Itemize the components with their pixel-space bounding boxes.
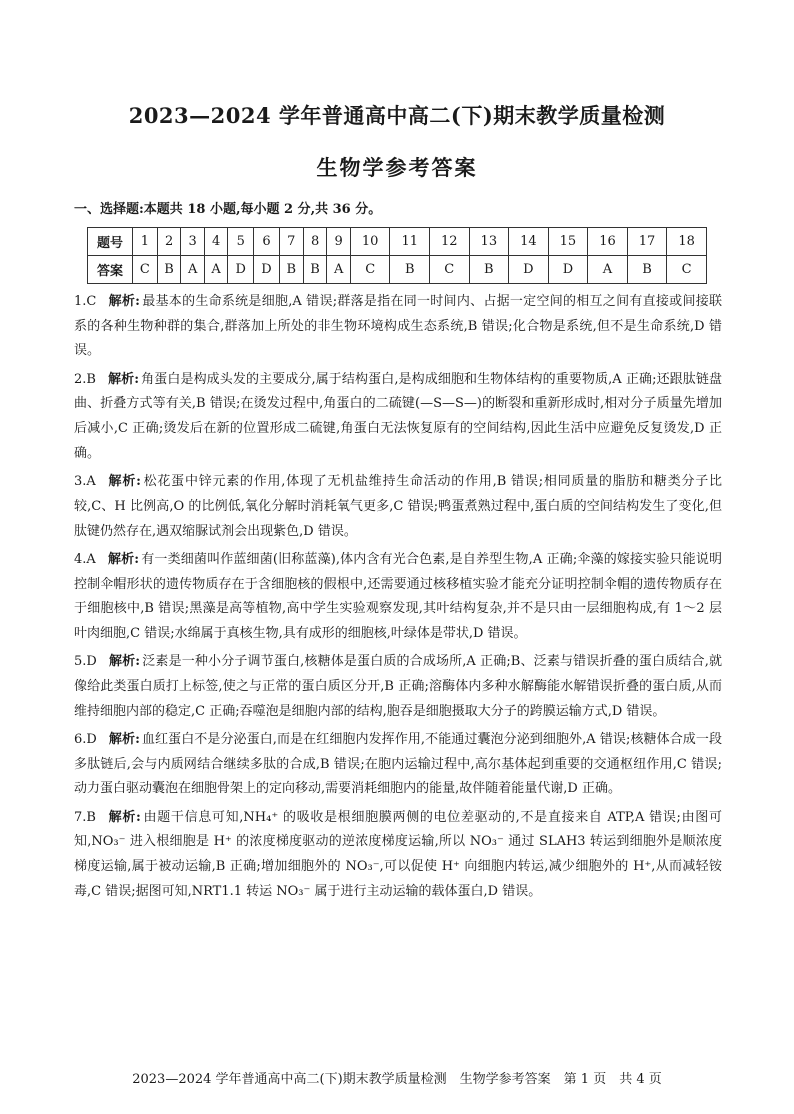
explanation-tag: 解析: xyxy=(108,731,140,747)
explanation-number: 4.A xyxy=(74,551,96,567)
explanation-tag: 解析: xyxy=(107,809,141,825)
explanation-text: 血红蛋白不是分泌蛋白,而是在红细胞内发挥作用,不能通过囊泡分泌到细胞外,A 错误;核糖体合成一段多肽链后,会与内质网结合继续多肽的合成,B 错误;在胞内运输过程中,高尔基体起到重要的交通枢纽作用,C 错误;动力蛋白驱动囊泡在细胞骨架上的定向移动,需要消耗细胞内的能量,故伴随着能量代谢,D 正确。 xyxy=(74,731,722,797)
question-number-cell: 11 xyxy=(390,228,430,256)
explanation-number: 7.B xyxy=(74,809,96,825)
question-number-cell: 3 xyxy=(181,228,204,256)
explanation-item xyxy=(74,470,722,544)
answer-cell: C xyxy=(133,256,158,284)
explanation-item xyxy=(74,806,722,905)
section-heading: 一、选择题:本题共 18 小题,每小题 2 分,共 36 分。 xyxy=(74,202,382,217)
explanation-text: 角蛋白是构成头发的主要成分,属于结构蛋白,是构成细胞和生物体结构的重要物质,A 正确;还跟肽链盘曲、折叠方式等有关,B 错误;在烫发过程中,角蛋白的二硫键(—S—S—)的断裂和重新形成时,相对分子质量先增加后减小,C 正确;烫发后在新的位置形成二硫键,角蛋白无法恢复原有的空间结构,因此生活中应避免反复烫发,D 正确。 xyxy=(74,371,722,461)
explanation-tag: 解析: xyxy=(108,294,140,309)
answer-cell: D xyxy=(228,256,254,284)
question-number-cell: 2 xyxy=(157,228,181,256)
answer-cell: C xyxy=(667,256,707,284)
answer-cell: B xyxy=(279,256,303,284)
explanation-number: 5.D xyxy=(74,654,97,670)
question-number-cell: 6 xyxy=(254,228,280,256)
explanation-number: 3.A xyxy=(74,474,96,490)
answer-cell: B xyxy=(627,256,667,284)
page-footer: 2023—2024 学年普通高中高二(下)期末教学质量检测 生物学参考答案 第 1 页 共 4 页 xyxy=(132,1072,662,1087)
explanation-number: 2.B xyxy=(74,371,96,387)
explanations-list xyxy=(74,290,722,908)
question-number-cell: 13 xyxy=(469,228,509,256)
answer-cell: B xyxy=(469,256,509,284)
explanation-number: 6.D xyxy=(74,731,97,747)
answer-cell: A xyxy=(181,256,204,284)
answer-cell: D xyxy=(254,256,280,284)
answer-cell: D xyxy=(509,256,549,284)
question-number-cell: 4 xyxy=(204,228,227,256)
explanation-tag: 解析: xyxy=(107,474,141,490)
question-number-cell: 16 xyxy=(588,228,628,256)
answer-cell: A xyxy=(204,256,227,284)
row-label-number: 题号 xyxy=(88,228,133,256)
explanation-text: 有一类细菌叫作蓝细菌(旧称蓝藻),体内含有光合色素,是自养型生物,A 正确;伞藻的嫁接实验只能说明控制伞帽形状的遗传物质存在于含细胞核的假根中,还需要通过核移植实验才能充分证明控制伞帽的遗传物质存在于细胞核中,B 错误;黑藻是高等植物,高中学生实验观察发现,其叶结构复杂,并不是只由一层细胞构成,有 1～2 层叶肉细胞,C 错误;水绵属于真核生物,具有成形的细胞核,叶绿体是带状,D 错误。 xyxy=(74,551,722,641)
explanation-item xyxy=(74,548,722,647)
question-number-cell: 15 xyxy=(548,228,588,256)
answer-table xyxy=(87,227,707,284)
explanation-number: 1.C xyxy=(74,294,97,309)
answer-cell: B xyxy=(157,256,181,284)
explanation-item xyxy=(74,290,722,364)
question-number-cell: 10 xyxy=(350,228,390,256)
question-number-row xyxy=(88,228,707,256)
answer-row xyxy=(88,256,707,284)
question-number-cell: 17 xyxy=(627,228,667,256)
explanation-text: 最基本的生命系统是细胞,A 错误;群落是指在同一时间内、占据一定空间的相互之间有直接或间接联系的各种生物种群的集合,群落加上所处的非生物环境构成生态系统,B 错误;化合物是系统,但不是生命系统,D 错误。 xyxy=(74,294,722,359)
row-label-answer: 答案 xyxy=(88,256,133,284)
answer-cell: D xyxy=(548,256,588,284)
explanation-text: 由题干信息可知,NH₄⁺ 的吸收是根细胞膜两侧的电位差驱动的,不是直接来自 ATP,A 错误;由图可知,NO₃⁻ 进入根细胞是 H⁺ 的浓度梯度驱动的逆浓度梯度运输,所以 NO₃⁻ 通过 SLAH3 转运到细胞外是顺浓度梯度运输,属于被动运输,B 正确;增加细胞外的 NO₃⁻,可以促使 H⁺ 向细胞内转运,减少细胞外的 H⁺,从而减轻铵毒,C 错误;据图可知,NRT1.1 转运 NO₃⁻ 属于进行主动运输的载体蛋白,D 错误。 xyxy=(74,809,722,899)
answer-cell: C xyxy=(350,256,390,284)
explanation-item xyxy=(74,368,722,467)
question-number-cell: 7 xyxy=(279,228,303,256)
question-number-cell: 12 xyxy=(430,228,470,256)
explanation-tag: 解析: xyxy=(107,371,140,387)
answer-cell: C xyxy=(430,256,470,284)
answer-cell: A xyxy=(588,256,628,284)
page-title: 2023—2024 学年普通高中高二(下)期末教学质量检测 xyxy=(128,103,666,128)
question-number-cell: 18 xyxy=(667,228,707,256)
explanation-text: 泛素是一种小分子调节蛋白,核糖体是蛋白质的合成场所,A 正确;B、泛素与错误折叠的蛋白质结合,就像给此类蛋白质打上标签,使之与正常的蛋白质区分开,B 正确;溶酶体内多种水解酶能水解错误折叠的蛋白质,从而维持细胞内部的稳定,C 正确;吞噬泡是细胞内部的结构,胞吞是细胞摄取大分子的跨膜运输方式,D 错误。 xyxy=(74,654,722,719)
question-number-cell: 1 xyxy=(133,228,158,256)
explanation-tag: 解析: xyxy=(107,551,140,567)
explanation-text: 松花蛋中锌元素的作用,体现了无机盐维持生命活动的作用,B 错误;相同质量的脂肪和糖类分子比较,C、H 比例高,O 的比例低,氧化分解时消耗氧气更多,C 错误;鸭蛋煮熟过程中,蛋白质的空间结构发生了变化,但肽键仍然存在,遇双缩脲试剂会出现紫色,D 错误。 xyxy=(74,474,722,539)
explanation-item xyxy=(74,650,722,724)
question-number-cell: 14 xyxy=(509,228,549,256)
answer-cell: A xyxy=(327,256,350,284)
question-number-cell: 5 xyxy=(228,228,254,256)
question-number-cell: 9 xyxy=(327,228,350,256)
answer-cell: B xyxy=(390,256,430,284)
question-number-cell: 8 xyxy=(303,228,327,256)
page-subtitle: 生物学参考答案 xyxy=(316,155,478,180)
explanation-item xyxy=(74,728,722,802)
explanation-tag: 解析: xyxy=(108,654,141,670)
answer-cell: B xyxy=(303,256,327,284)
